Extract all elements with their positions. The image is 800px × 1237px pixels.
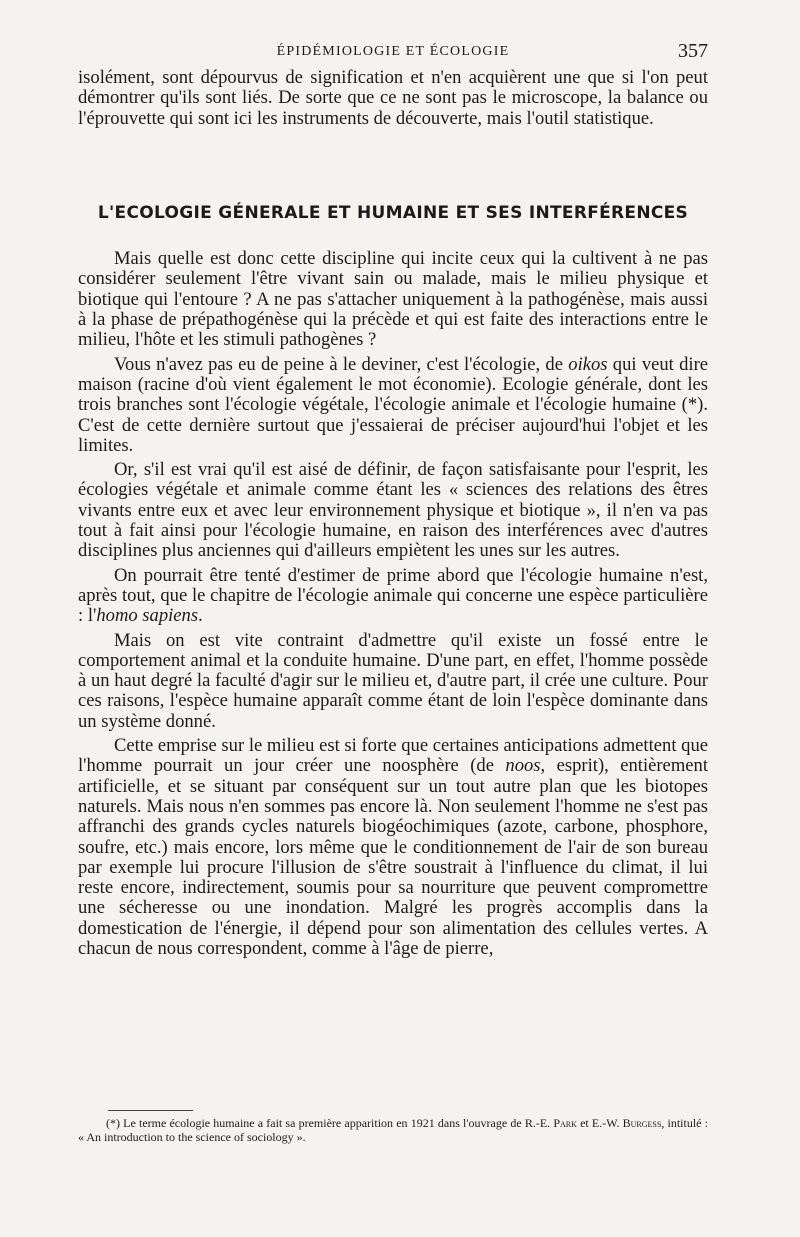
body-text [78,68,708,963]
paragraph-4-text-b: . [198,605,203,627]
paragraph-3: Or, s'il est vrai qu'il est aisé de définir, de façon satisfaisante pour l'esprit, les écologies végétale et animale comme étant les « sciences des relations des êtres vivants entre eux et avec leur environnement physique et biotique », il n'en va pas tout à fait ainsi pour l'écologie humaine, en raison des interférences avec d'autres disciplines plus anciennes qui d'ailleurs empiètent les unes sur les autres. [78,459,708,562]
footnote-text-c: , intitulé : « An introduction to the science of sociology ». [78,1116,708,1144]
paragraph-2-text-a: Vous n'avez pas eu de peine à le deviner, c'est l'écologie, de [114,353,569,375]
paragraph-6-text-a: Cette emprise sur le milieu est si forte que certaines anticipations admettent que l'homme pourrait un jour créer une noosphère (de [78,735,708,777]
intro-paragraph: isolément, sont dépourvus de signification et n'en acquièrent une que si l'on peut démontrer qu'ils sont liés. De sorte que ce ne sont pas le microscope, la balance ou l'éprouvette qui sont ici les instruments de découverte, mais l'outil statistique. [78,67,708,129]
paragraph-6-text-b: , esprit), entièrement artificielle, et se situant par conséquent sur un tout autre plan que les biotopes naturels. Mais nous n'en sommes pas encore là. Non seulement l'homme ne s'est pas affranchi des grands cycles naturels biogéochimiques (azote, carbone, phosphore, soufre, etc.) mais encore, lors même que le conditionnement de l'air de son bureau par exemple lui procure l'illusion de s'être soustrait à l'influence du climat, il lui reste encore, indirectement, soumis pour sa nourriture que peuvent compromettre une sécheresse ou une inondation. Malgré les progrès accomplis dans la domestication de l'énergie, il dépend pour son alimentation des cellules vertes. A chacun de nous correspondent, comme à l'âge de pierre, [78,755,708,959]
paragraph-6 [78,736,708,959]
paragraph-4-italic: homo sapiens [96,605,199,627]
paragraph-1: Mais quelle est donc cette discipline qui incite ceux qui la cultivent à ne pas considérer seulement l'être vivant sain ou malade, mais le milieu physique et biotique qui l'entoure ? A ne pas s'attacher uniquement à la pathogénèse, mais aussi à la phase de prépathogénèse qui la précède et qui est faite des interactions entre le milieu, l'hôte et les stimuli pathogènes ? [78,248,708,351]
footnote-text-b: et E.-W. [576,1116,623,1130]
paragraph-6-italic: noos [505,755,541,777]
footnote-text-a: (*) Le terme écologie humaine a fait sa première apparition en 1921 dans l'ouvrage de R.-E. [106,1116,554,1130]
running-header [78,40,708,66]
running-title: ÉPIDÉMIOLOGIE ET ÉCOLOGIE [276,44,510,59]
paragraph-2 [78,355,708,456]
footnote-rule [108,1110,193,1111]
paragraph-2-text-b: qui veut dire maison (racine d'où vient également le mot économie). Ecologie générale, dont les trois branches sont l'écologie végétale, l'écologie animale et l'écologie humaine (*). C'est de cette dernière surtout que j'essaierai de préciser aujourd'hui l'objet et les limites. [78,353,709,456]
section-heading: L'ECOLOGIE GÉNERALE ET HUMAINE ET SES INTERFÉRENCES [97,202,689,223]
footnote-text [78,1116,708,1144]
page-number: 357 [678,40,708,62]
paragraph-2-italic: oikos [568,353,608,375]
paragraph-5: Mais on est vite contraint d'admettre qu'il existe un fossé entre le comportement animal et la conduite humaine. D'une part, en effet, l'homme possède à un haut degré la faculté d'agir sur le milieu et, d'autre part, il crée une culture. Pour ces raisons, l'espèce humaine apparaît comme étant de loin l'espèce dominante dans un système donné. [78,629,708,732]
paragraph-4-text-a: On pourrait être tenté d'estimer de prime abord que l'écologie humaine n'est, après tout, que le chapitre de l'écologie animale qui concerne une espèce particulière : l' [78,564,708,627]
paragraph-4 [78,566,708,627]
footnote-author-1: Park [553,1116,577,1130]
footnote-author-2: Burgess [622,1116,662,1130]
footnote [78,1116,708,1144]
